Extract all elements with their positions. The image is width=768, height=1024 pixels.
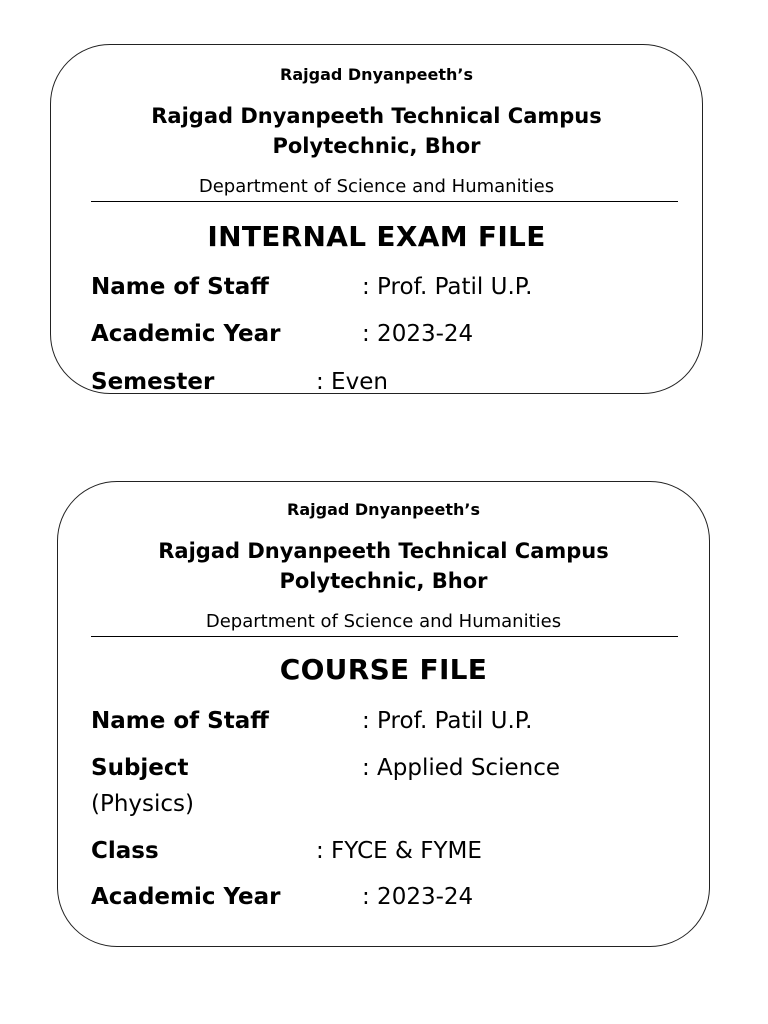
class-value: : FYCE & FYME — [316, 838, 482, 864]
semester-value: : Even — [316, 369, 388, 394]
society-name: Rajgad Dnyanpeeth’s — [287, 500, 480, 519]
course-file-card — [57, 481, 710, 947]
society-name: Rajgad Dnyanpeeth’s — [280, 65, 473, 84]
header-divider — [91, 636, 678, 637]
internal-exam-file-card — [50, 44, 703, 394]
campus-name-line1: Rajgad Dnyanpeeth Technical Campus — [151, 104, 602, 128]
academic-year-value: : 2023-24 — [362, 321, 474, 347]
semester-label: Semester — [91, 369, 215, 394]
staff-value: : Prof. Patil U.P. — [362, 274, 533, 300]
campus-name-line2: Polytechnic, Bhor — [279, 569, 488, 593]
subject-value: : Applied Science — [362, 755, 560, 781]
header-divider — [91, 201, 678, 202]
campus-name-line2: Polytechnic, Bhor — [272, 134, 481, 158]
department-name: Department of Science and Humanities — [198, 176, 555, 197]
file-title: INTERNAL EXAM FILE — [207, 220, 546, 253]
staff-label: Name of Staff — [91, 274, 269, 300]
academic-year-value: : 2023-24 — [362, 884, 474, 910]
academic-year-label: Academic Year — [91, 884, 281, 910]
campus-name-line1: Rajgad Dnyanpeeth Technical Campus — [158, 539, 609, 563]
class-label: Class — [91, 838, 159, 864]
file-title: COURSE FILE — [279, 653, 488, 686]
subject-label: Subject — [91, 755, 189, 781]
staff-value: : Prof. Patil U.P. — [362, 708, 533, 734]
subject-value-continuation: (Physics) — [91, 791, 195, 817]
department-name: Department of Science and Humanities — [205, 611, 562, 632]
academic-year-label: Academic Year — [91, 321, 281, 347]
staff-label: Name of Staff — [91, 708, 269, 734]
